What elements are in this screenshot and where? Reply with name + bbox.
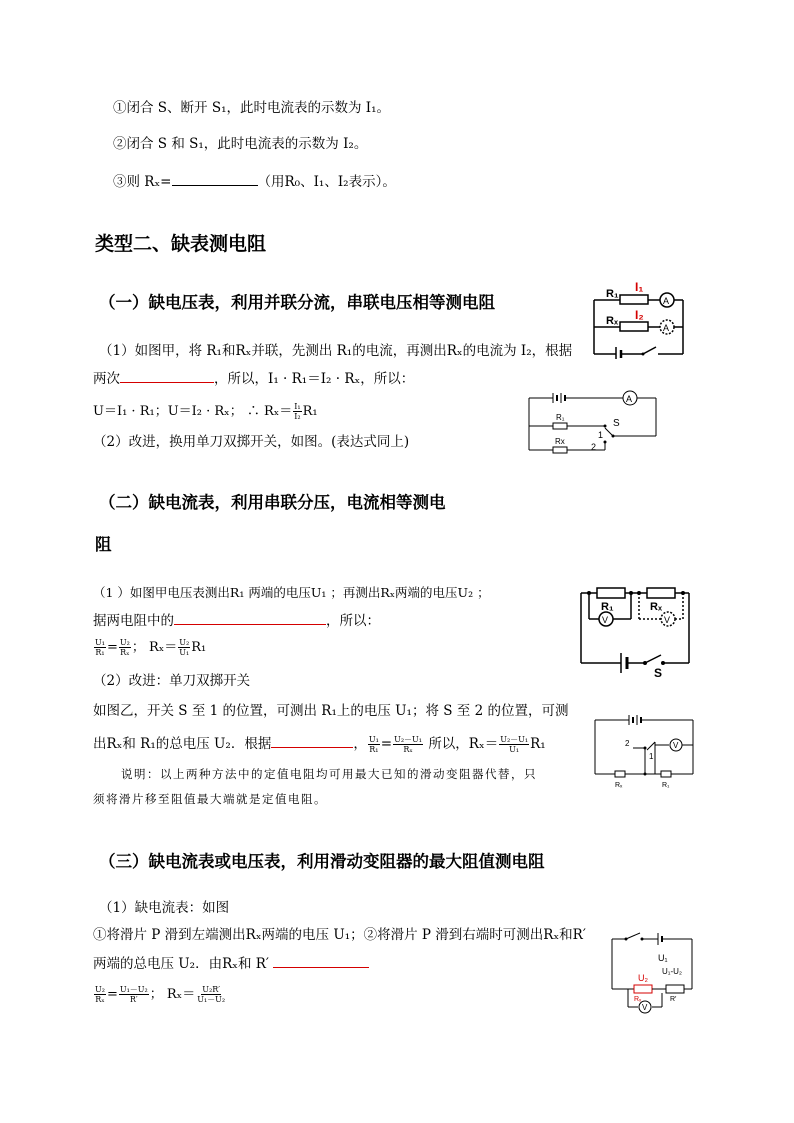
label-r1: R₁ <box>606 288 619 300</box>
type2-title: 类型二、缺表测电阻 <box>95 233 267 255</box>
svg-text:A: A <box>663 296 670 306</box>
label-i2: I₂ <box>635 308 644 322</box>
sec1-blank[interactable] <box>120 368 214 383</box>
sec3-blank[interactable] <box>273 953 369 968</box>
svg-text:Rₓ: Rₓ <box>615 782 623 789</box>
svg-text:A: A <box>663 323 670 333</box>
svg-text:Rₓ: Rₓ <box>650 601 662 613</box>
step-1: ①闭合 S、断开 S₁，此时电流表的示数为 I₁。 <box>113 100 391 116</box>
note-line2: 须将滑片移至阻值最大端就是定值电阻。 <box>93 792 327 806</box>
svg-text:R₁: R₁ <box>601 601 614 613</box>
circuit-fig-series-voltmeter <box>575 583 695 679</box>
svg-text:2: 2 <box>591 442 597 452</box>
svg-text:U₂: U₂ <box>638 973 648 983</box>
circuit-fig-spdt-ammeter <box>525 388 660 456</box>
svg-text:V: V <box>673 741 679 750</box>
sec3-title: （三）缺电流表或电压表，利用滑动变阻器的最大阻值测电阻 <box>99 852 545 871</box>
sec2-title-line2: 阻 <box>95 535 112 554</box>
svg-text:V: V <box>602 615 609 625</box>
svg-text:S: S <box>654 666 663 679</box>
svg-text:A: A <box>626 394 633 404</box>
svg-text:R′: R′ <box>670 996 677 1003</box>
note-line1: 说明：以上两种方法中的定值电阻均可用最大已知的滑动变阻器代替，只 <box>121 767 537 781</box>
resistor-rx <box>620 322 648 331</box>
step-3: ③则 Rₓ= （用R₀、I₁、I₂表示）。 <box>113 171 396 191</box>
circuit-fig-parallel-ammeters <box>588 277 688 359</box>
sec2-blank[interactable] <box>174 610 326 625</box>
sec3-p2: ①将滑片 P 滑到左端测出Rₓ两端的电压 U₁；②将滑片 P 滑到右端时可测出Rₓ和R′ <box>93 927 586 943</box>
sec1-p2: 两次 ，所以，I₁ · R₁＝I₂ · Rₓ，所以： <box>93 368 414 388</box>
svg-text:Rₓ: Rₓ <box>634 996 642 1003</box>
resistor-r1 <box>620 295 648 304</box>
sec2-p2: 据两电阻中的 ，所以： <box>93 610 380 630</box>
svg-text:S: S <box>613 418 620 429</box>
sec1-title: （一）缺电压表，利用并联分流，串联电压相等测电阻 <box>99 293 495 312</box>
label-i1: I₁ <box>635 280 644 294</box>
sec1-formula: U＝I₁ · R₁；U＝I₂ · Rₓ； ∴ Rₓ＝ $\frac{\text{I₁}}{\text{I₂}}$ R₁ <box>93 402 318 421</box>
svg-text:1: 1 <box>598 430 604 440</box>
svg-text:U₁: U₁ <box>658 953 668 963</box>
svg-text:2: 2 <box>625 739 630 748</box>
svg-text:1: 1 <box>649 752 654 761</box>
answer-blank[interactable] <box>172 171 258 186</box>
svg-text:V: V <box>664 615 671 625</box>
sec2-p4: 如图乙，开关 S 至 1 的位置，可测出 R₁上的电压 U₁；将 S 至 2 的位置，可测 <box>93 703 569 719</box>
svg-text:R₁: R₁ <box>662 782 670 789</box>
circuit-fig-rheostat <box>608 927 696 1019</box>
svg-text:V: V <box>642 1003 648 1012</box>
sec2-blank-2[interactable] <box>271 733 353 748</box>
sec2-p1: （1 ）如图甲电压表测出R₁ 两端的电压U₁ ；再测出Rₓ两端的电压U₂ ； <box>93 585 490 600</box>
sec2-p3: （2）改进：单刀双掷开关 <box>93 673 251 689</box>
circuit-fig-spdt-voltmeter <box>593 712 695 792</box>
svg-text:U₁-U₂: U₁-U₂ <box>662 967 683 976</box>
sec3-p3: 两端的总电压 U₂．由Rₓ和 R′ <box>93 953 369 973</box>
label-rx: Rₓ <box>606 315 618 327</box>
sec3-p1: （1）缺电流表：如图 <box>99 900 230 916</box>
svg-text:Rx: Rx <box>555 437 565 446</box>
sec3-formula: $\frac{\text{U₂}}{\text{Rₓ}}$ = $\frac{\text{U₁－U₂}}{R'}$ ； Rₓ＝ $\frac{\text{U₂R′}}{\text{U₁－U₂}}$ <box>95 985 226 1004</box>
svg-text:R₁: R₁ <box>556 413 565 422</box>
sec2-p5: 出Rₓ和 R₁的总电压 U₂．根据 ， $\frac{\text{U₁}}{\text{R₁}}$ = $\frac{\text{U₂－U₁}}{\text{Rₓ}}$ 所以，Rₓ＝ $\frac{\text{U₂－U₁}}{\text{U₁}}$ R₁ <box>93 735 546 754</box>
sec1-p3: （2）改进，换用单刀双掷开关，如图。(表达式同上) <box>93 434 410 450</box>
sec2-title-line1: （二）缺电流表，利用串联分压，电流相等测电 <box>99 493 446 512</box>
sec1-p1: （1）如图甲，将 R₁和Rₓ并联，先测出 R₁的电流，再测出Rₓ的电流为 I₂，根据 <box>99 343 573 359</box>
step-2: ②闭合 S 和 S₁，此时电流表的示数为 I₂。 <box>113 136 368 152</box>
sec2-formula-1: $\frac{\text{U₁}}{\text{R₁}}$ = $\frac{\text{U₂}}{\text{Rₓ}}$ ； Rₓ＝ $\frac{\text{U₂}}{\text{U₁}}$ R₁ <box>95 638 207 657</box>
